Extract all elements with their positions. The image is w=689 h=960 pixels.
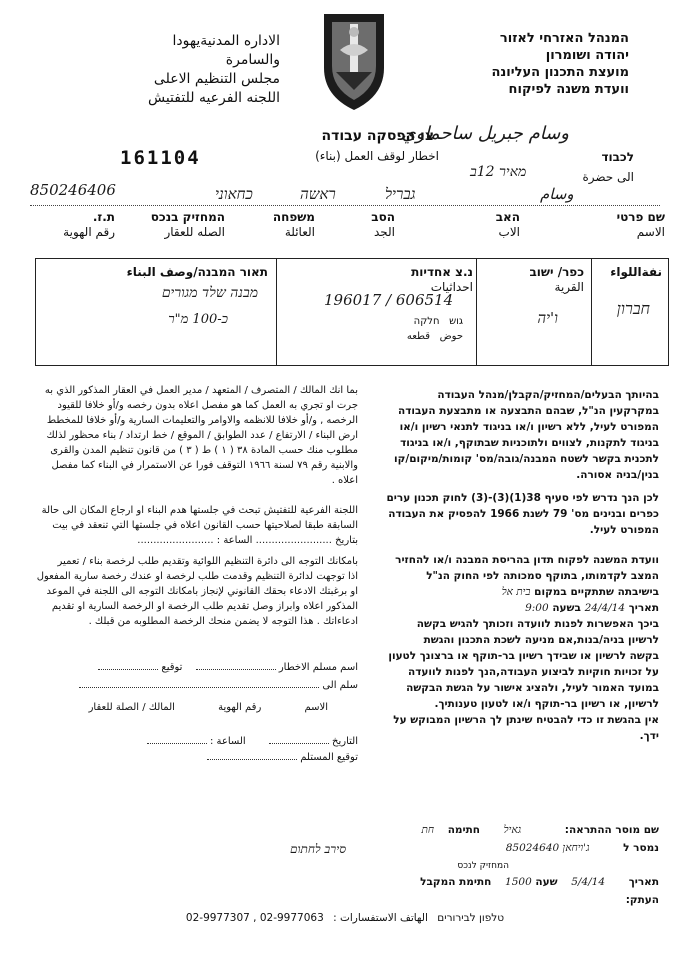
header-arabic [65,32,280,108]
header-ar-line-3: مجلس التنظيم الاعلى [153,71,280,87]
arabic-hearing: اللجنة الفرعية للتفتيش تبحث في جلستها هدم البناء او ارجاع المكان الى حالة السابقة طبقا لصلاحيتها حسب القانون اعلاه في جلستها التي تنعقد في بيت بتاريخ ........................ الساعة : ........................ بامكانك التوجه الى دائرة التنظيم اللوائية وتقديم طلب لرخصة بناء / تعمير اذا توجهت لدائرة التنظيم وقدمت طلب لرخصة او عندك رخصة سارية المفعول او برغبتك الادعاء بحقك القانوني لإنجاز بامكانك التوجه الى اللجنة في الموعد المذكور اعلاه وابراز وصل تقديم طلب الرخصة او الرخصة السارية او تقديم ادعاءاتك . هذا التوجه لا يضمن منحك الرخصة المطلوبه من قبلك . [36,505,358,627]
copy-label: העתק: [625,894,659,906]
order-title-arabic: اخطار لوقف العمل (بناء) [315,149,439,163]
server-signature-label: חתימה [447,824,481,836]
label-property-holder: המחזיק בנכס الصله للعقار [150,210,225,239]
building-description-label: תאור המבנה/وصف البناء [126,265,268,279]
hebrew-order: לכן הנך נדרש לפי סעיף 38(1)(3)-(3) לחוק תכנון ערים כפרים ובנינים מס' 79 לשנת 1966 להפסיק את העבודה המפורט לעיל. [386,492,659,536]
header-ar-line-4: اللجنه الفرعيه للتفتيش [147,90,280,106]
label-grandfather: הסב الجد [371,210,395,239]
hebrew-signature-block [349,822,659,908]
arabic-body: بما انك المالك / المتصرف / المتعهد / مدير العمل في العقار المذكور الذي به جرت او تجري به العمل كما هو مفصل اعلاه بدون رخصه و/أو خلافا للقيود الرخصه , و/أو خلافا للانظمه والاوامر والتعليمات السارية و/أو خلافا للمخطط ارض البناء / الارتفاع / عدد الطوابق / الموقع / خط ارتداد / بناء محظور لذلك مطلوب منك حسب المادة ٣٨ ( ١ ) ط ( ٣ ) من قانون تنظيم المدن والقرى والابنية رقم ٧٩ لسنة ١٩٦٦ التوقف فورا عن الاستمرار في البناء كما مفصل اعلاه . [44,385,358,486]
village-handwritten: ו'יה [537,309,558,327]
receiver-sign-label: توقيع المستلم [300,752,358,763]
phone-label-arabic: الهاتف الاستفسارات : [333,912,428,924]
footer-phone [110,912,580,924]
header-he-line-1: המנהל האזרחי לאזור [499,31,629,46]
ar-date-label: التاريخ [332,736,358,747]
plot-label: חלקה [413,316,440,327]
order-title-hebrew: צו הפסקה עבודה [321,128,434,144]
label-id-number: ת.ז. رقم الهوية [63,210,115,239]
header-he-line-2: יהודה ושומרון [545,48,629,63]
label-family: משפחה العائلة [272,210,315,239]
father-name-handwritten: גבריל [385,185,416,203]
recipient-name-handwritten: وسام جبريل ساحماوي [401,123,569,144]
block-label: גוש [449,316,463,327]
id-labels-row [35,210,665,246]
first-name-handwritten: وسام [540,185,574,203]
grandfather-name-handwritten: ראשה [300,185,336,203]
hebrew-hearing: וועדת המשנה לפקוח תדון בהריסת המבנה ו/או להחזיר המצב לקדמותו, בתוקף סמכותה לפי החוק הנ"ל בישיבתה שתתקיים במקום בית אל תאריך 24/4/14 בשעה 9:00 ביכך האפשרות לפנות לוועדה וזכותך להגיש בקשה לרשיון בניה/בנות,אם מניעה לשכת התכנון והגשת בקשה לרשיון או שבידך רשיון בר-תוקף או ברצונך לטעון על זכויות חוקיות לביצוע העבודה,הנך לפנות לוועדה במועד האמור לעיל, ולהציג אישור על הגשת הבקשה לרשיון, או רשיון בר-תוקף ו/או לטעון טענותיך. אין בהגשת זו כדי להבטיח שינתן לך הרשיון המבוקש על ידך. [388,554,659,742]
label-first-name: שם פרטי الاسم [616,210,665,239]
time-handwritten: 1500 [505,876,532,888]
date-handwritten: 5/4/14 [571,876,606,888]
parcel-labels [353,314,463,344]
arabic-signature-block [28,660,358,766]
ar-sign-label: توقيع [161,662,183,673]
building-description-handwritten-2: כ-100 מ"ר [168,312,228,327]
col-id-label: رقم الهوية [218,702,262,713]
label-father: האב الاب [495,210,520,239]
handed-to-label: سلم الى [322,680,358,691]
header-he-line-4: וועדת משנה לפיקוח [508,82,629,97]
header-ar-line-1: الاداره المدنيةيهودا [172,33,280,49]
building-description-handwritten-1: מבנה שלד מגורים [161,285,258,301]
server-name-label: שם מוסר ההתראה: [564,824,659,836]
server-signature-handwritten: חת [421,824,435,836]
hebrew-body: בהיותך הבעלים/המחזיק/הקבלן/מנהל העבודה במקרקעין הנ"ל, שבהם התבצעה או מתבצעת העבודה המפורט לעיל, ללא רשיון ו/או בניגוד לתנאי רשיון ו/או בניגוד לתקנות, לצווים ולתוכניות שבתוקף, ו/או בניגוד לתכנית בקשר לשטח המבנה/גובה/מס' קומות/מיקום/קו בנין/בניה אסורה. [394,389,659,481]
header-he-line-3: מועצת התכנון העליונה [491,65,629,80]
receiver-signature-label: חתימת המקבל [420,876,492,888]
id-row-underline [30,205,660,206]
header-hebrew [399,30,629,98]
delivered-to-handwritten: ג'ויחאן 85024640 [505,842,590,854]
receiver-signature-handwritten: סירב לחתום [290,842,347,856]
notice-recipient-label: اسم مسلم الاخطار [278,662,358,673]
location-table [35,258,669,366]
time-label: שעה [535,876,558,888]
hearing-place-handwritten: בית אל [501,586,531,598]
col-name-label: الاسم [304,702,328,713]
recipient-sub-handwritten: מאיר 12ב [470,164,527,180]
to-label-arabic: الى حضرة [582,170,634,184]
property-holder-label: המחזיק לנכס [457,861,509,871]
phone-label-hebrew: טלפון לבירורים [437,912,505,924]
family-name-handwritten: כחאוני [215,185,253,203]
coordinates-label: נ.צ אחדיות احداثيات [411,265,473,294]
date-label: תאריך [628,876,659,888]
delivered-to-label: נמסר ל [623,842,659,854]
order-number: 161104 [120,147,201,169]
basin-label: حوض [439,331,463,342]
ar-time-label: الساعة : [209,736,246,747]
to-label-hebrew: לכבוד [601,150,634,164]
district-handwritten: חברון [616,299,650,318]
parcel-label: قطعه [406,331,431,342]
village-label: כפר/ ישוב القرية [529,265,584,294]
id-number-handwritten: 850246406 [30,181,116,199]
phone-numbers: 02-9977307 , 02-9977063 [185,912,324,924]
hearing-date-handwritten: 24/4/14 [584,602,626,614]
coordinates-handwritten: 196017 / 606514 [324,291,454,309]
server-name-handwritten: גאיל [503,824,522,836]
header-ar-line-2: والسامرة [225,52,280,68]
hearing-time-handwritten: 9:00 [525,602,549,614]
emblem-shield-icon [318,10,390,114]
col-owner-label: المالك / الصلة للعقار [88,702,175,713]
district-label: نفةاللواء [610,265,662,279]
